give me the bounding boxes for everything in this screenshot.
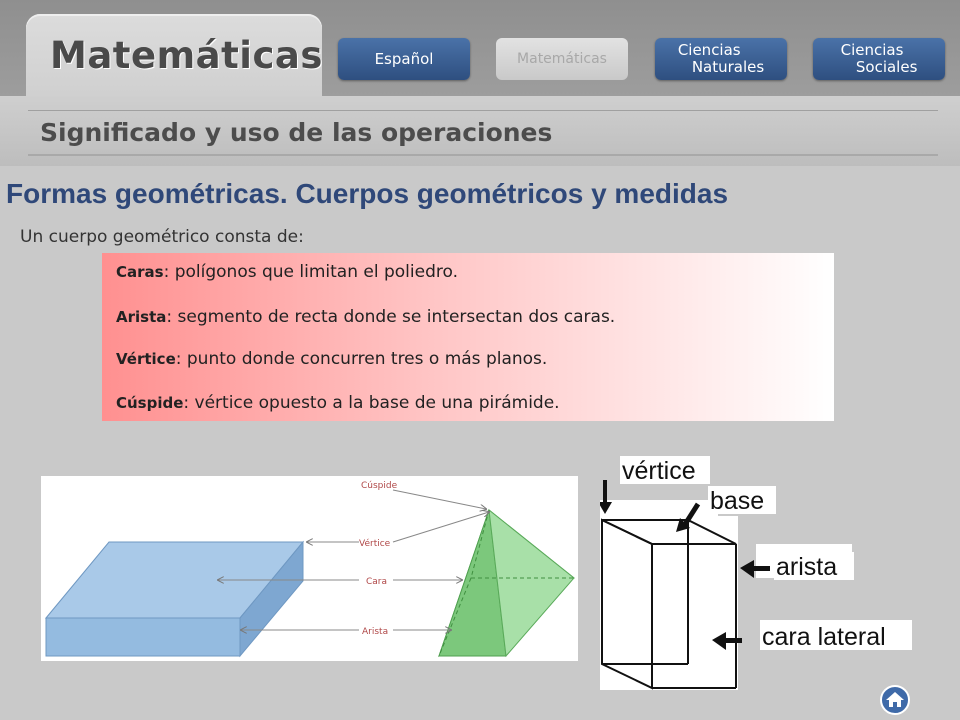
nav-label: Ciencias Sociales <box>840 41 918 76</box>
app-title: Matemáticas <box>50 34 323 77</box>
nav-button-ciencias-naturales[interactable] <box>655 38 787 80</box>
home-icon <box>880 685 910 715</box>
divider <box>28 110 938 111</box>
label-cuspide: Cúspide <box>361 481 398 491</box>
intro-text: Un cuerpo geométrico consta de: <box>20 227 304 247</box>
label-arista: Arista <box>362 627 389 637</box>
label-vertice: Vértice <box>359 539 391 549</box>
definition-caras: Caras: polígonos que limitan el poliedro. <box>116 262 458 282</box>
home-button[interactable] <box>880 685 910 715</box>
geometric-bodies-figure <box>41 476 578 661</box>
label-prism-vertice: vértice <box>622 457 696 485</box>
definition-arista: Arista: segmento de recta donde se intersectan dos caras. <box>116 307 616 327</box>
subheader-bar <box>0 96 960 166</box>
divider <box>28 154 938 156</box>
nav-label: Ciencias Naturales <box>677 41 765 76</box>
nav-button-ciencias-sociales[interactable] <box>813 38 945 80</box>
definitions-box <box>102 253 834 421</box>
subject-title-tab <box>26 14 322 102</box>
definition-cuspide: Cúspide: vértice opuesto a la base de una pirámide. <box>116 393 560 413</box>
prism-illustration <box>600 456 912 690</box>
label-prism-base: base <box>710 487 765 515</box>
nav-button-espanol[interactable] <box>338 38 470 80</box>
geometric-bodies-illustration <box>41 476 578 661</box>
prism-diagram <box>600 456 912 690</box>
nav-label: Matemáticas <box>517 50 607 67</box>
topic-title: Significado y uso de las operaciones <box>40 118 553 147</box>
nav-label: Español <box>374 49 434 68</box>
section-title: Formas geométricas. Cuerpos geométricos y medidas <box>6 178 729 209</box>
definition-vertice: Vértice: punto donde concurren tres o más planos. <box>116 349 548 369</box>
nav-button-matematicas[interactable] <box>496 38 628 80</box>
label-cara: Cara <box>366 577 388 587</box>
label-prism-cara-lateral: cara lateral <box>762 623 886 651</box>
label-prism-arista: arista <box>776 553 838 581</box>
